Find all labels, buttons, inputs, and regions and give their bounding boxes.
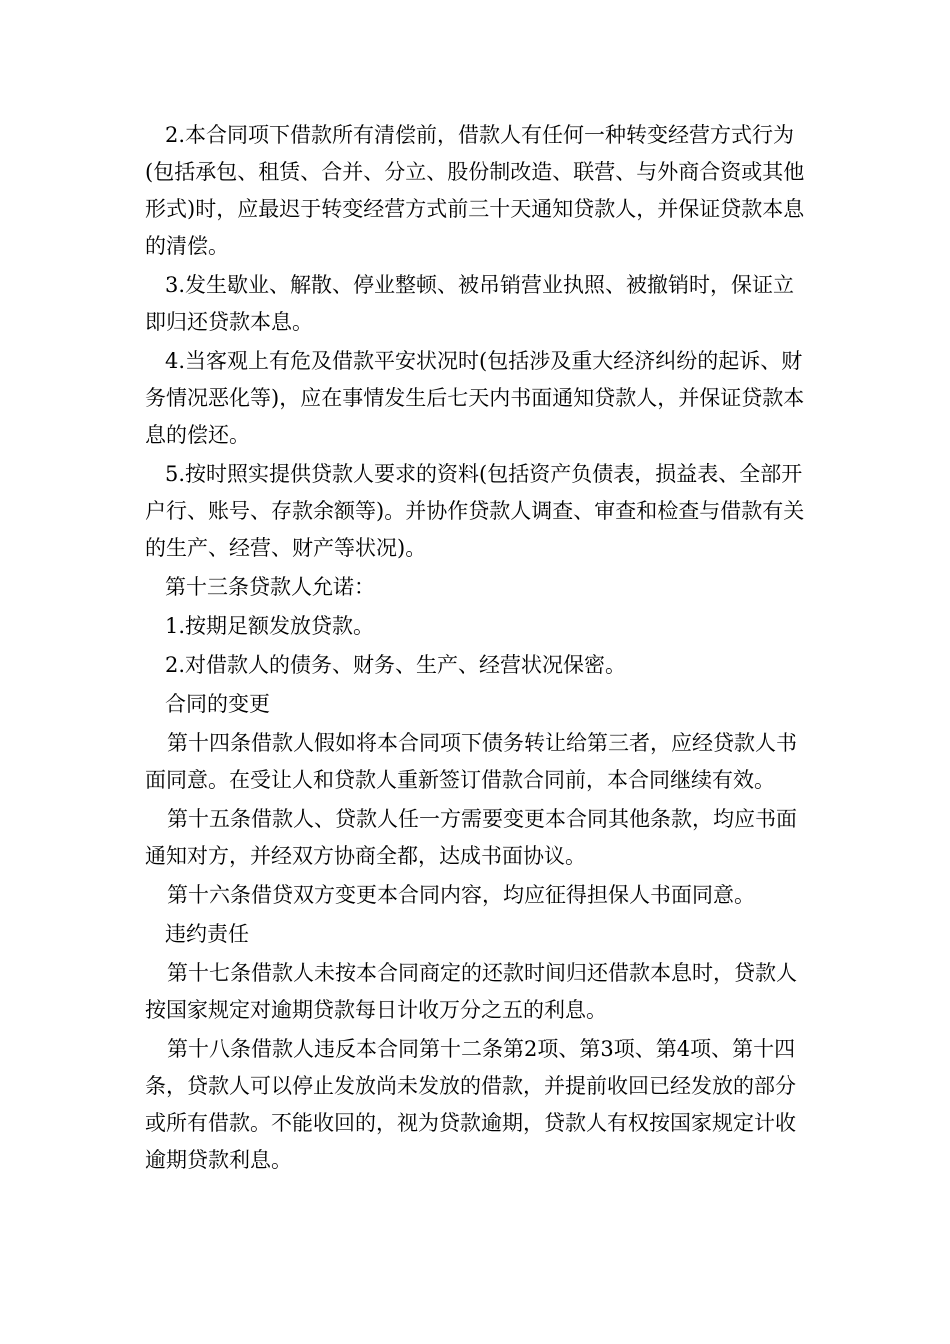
paragraph-article-15: 第十五条借款人、贷款人任一方需要变更本合同其他条款，均应书面通知对方，并经双方协商全都，达成书面协议。 [145,807,797,868]
paragraph-clause-13-1: 1.按期足额发放贷款。 [165,614,375,638]
paragraph-clause-12-3: 3.发生歇业、解散、停业整顿、被吊销营业执照、被撤销时，保证立即归还贷款本息。 [145,273,795,334]
paragraph-article-18: 第十八条借款人违反本合同第十二条第2项、第3项、第4项、第十四条，贷款人可以停止发放尚未发放的借款，并提前收回已经发放的部分或所有借款。不能收回的，视为贷款逾期，贷款人有权按国家规定计收逾期贷款利息。 [145,1037,796,1172]
paragraph-clause-12-4: 4.当客观上有危及借款平安状况时(包括涉及重大经济纠纷的起诉、财务情况恶化等)，应在事情发生后七天内书面通知贷款人，并保证贷款本息的偿还。 [145,349,805,447]
paragraph-clause-12-2: 2.本合同项下借款所有清偿前，借款人有任何一种转变经营方式行为(包括承包、租赁、合并、分立、股份制改造、联营、与外商合资或其他形式)时，应最迟于转变经营方式前三十天通知贷款人，并保证贷款本息的清偿。 [145,123,805,258]
paragraph-article-13: 第十三条贷款人允诺： [165,575,375,599]
section-heading-contract-change: 合同的变更 [165,692,270,716]
document-body [145,117,810,1181]
paragraph-article-16: 第十六条借贷双方变更本合同内容，均应征得担保人书面同意。 [167,883,755,907]
paragraph-clause-12-5: 5.按时照实提供贷款人要求的资料(包括资产负债表，损益表、全部开户行、账号、存款余额等)。并协作贷款人调查、审查和检查与借款有关的生产、经营、财产等状况)。 [145,462,805,560]
paragraph-article-17: 第十七条借款人未按本合同商定的还款时间归还借款本息时，贷款人按国家规定对逾期贷款每日计收万分之五的利息。 [145,961,797,1022]
paragraph-article-14: 第十四条借款人假如将本合同项下债务转让给第三者，应经贷款人书面同意。在受让人和贷款人重新签订借款合同前，本合同继续有效。 [145,731,797,792]
paragraph-clause-13-2: 2.对借款人的债务、财务、生产、经营状况保密。 [165,653,627,677]
section-heading-breach-liability: 违约责任 [165,922,249,946]
